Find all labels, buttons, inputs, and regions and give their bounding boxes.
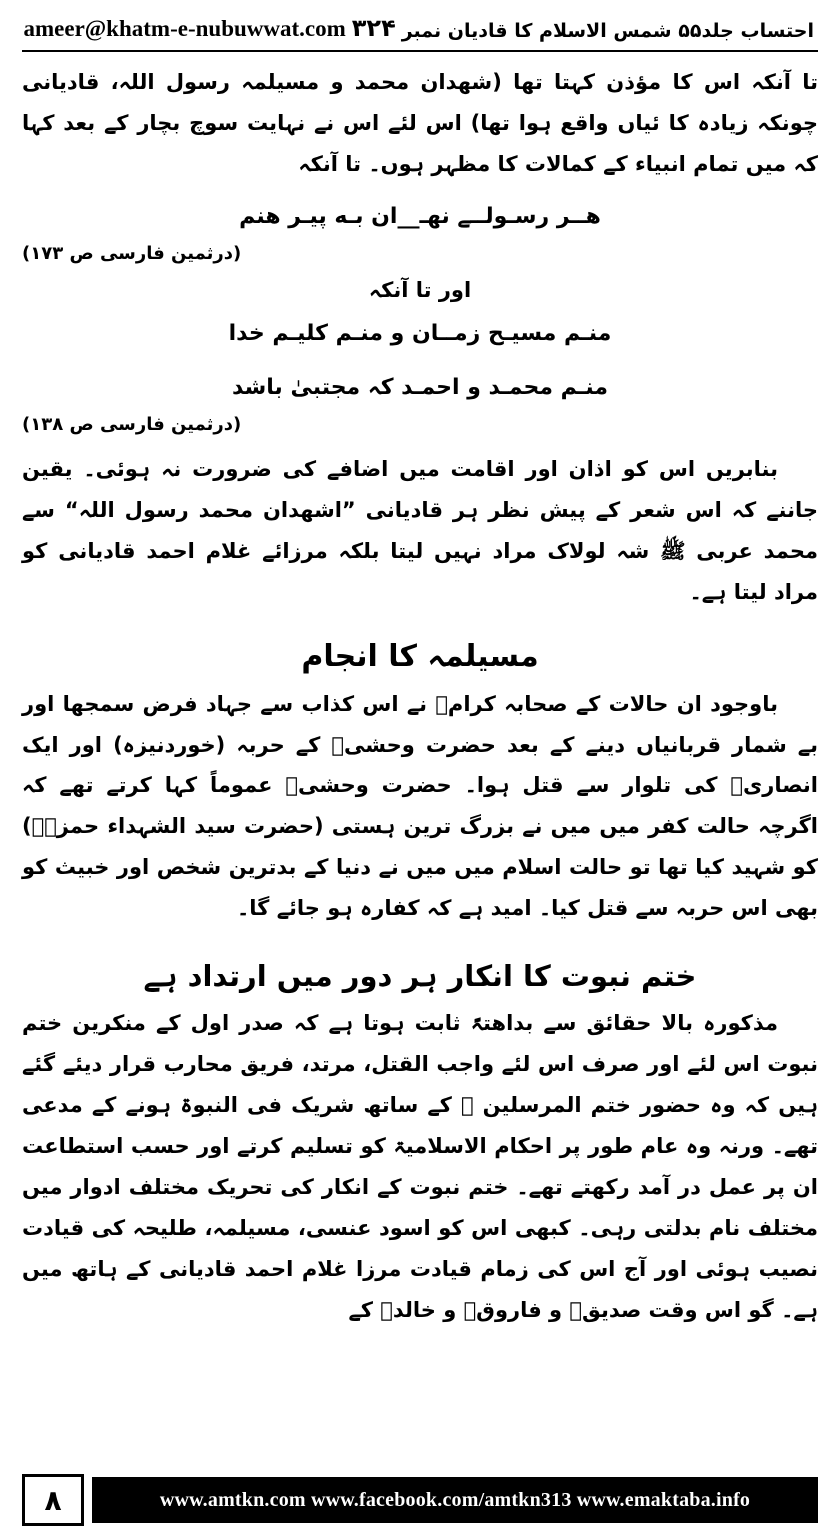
- section-heading-2: ختم نبوت کا انکار ہر دور میں ارتداد ہے: [143, 959, 697, 994]
- header-divider: [22, 50, 818, 52]
- section-heading-1: مسیلمہ کا انجام: [301, 638, 539, 674]
- paragraph-4: مذکورہ بالا حقائق سے بداھتہً ثابت ہوتا ہے کہ صدر اول کے منکرین ختم نبوت اس لئے اور صرف اس لئے واجب القتل، مرتد، فریق محارب قرار دیئے گئے ہیں کہ وہ حضور ختم المرسلین ﷺ کے ساتھ شریک فی النبوۃ ہونے کے مدعی تھے۔ ورنہ وہ عام طور پر احکام الاسلامیۃ کو تسلیم کرتے اور حسب استطاعت ان پر عمل در آمد رکھتے تھے۔ ختم نبوت کے انکار کی تحریک مختلف ادوار میں مختلف نام بدلتی رہی۔ کبھی اس کو اسود عنسی، مسیلمہ، طلیحہ کی قیادت نصیب ہوئی اور آج اس کی زمام قیادت مرزا غلام احمد قادیانی کے ہاتھ میں ہے۔ گو اس وقت صدیقؓ و فاروقؓ و خالدؓ کے: [22, 1011, 818, 1322]
- header-page-number-arabic: ۳۲۴: [351, 14, 396, 42]
- verse-2-line-1: منـم مسیـح زمــان و منـم کلیـم خدا: [228, 320, 612, 346]
- verse-2-line-2: منـم محمـد و احمـد کہ مجتبیٰ باشد: [231, 374, 609, 400]
- reference-2: (درثمین فارسی ص ۱۳۸): [22, 413, 242, 435]
- paragraph-1: تا آنکہ اس کا مؤذن کہتا تھا (شھدان محمد و مسیلمہ رسول اللہ، قادیانی چونکہ زیادہ کا ئیاں واقع ہوا تھا) اس لئے اس نے نہایت سوچ بچار کے بعد کہا کہ میں تمام انبیاء کے کمالات کا مظہر ہوں۔ تا آنکہ: [22, 70, 818, 176]
- connector-line-1: اور تا آنکہ: [368, 277, 472, 302]
- page-content: [22, 62, 818, 1331]
- page-number: ۸: [22, 1474, 84, 1526]
- verse-1: هــر رسـولــے نهـ__ان بـه پيـر هنم: [239, 203, 601, 229]
- footer-links[interactable]: www.amtkn.com www.facebook.com/amtkn313 www.emaktaba.info: [92, 1477, 818, 1523]
- page-header: [22, 0, 818, 46]
- paragraph-3: باوجود ان حالات کے صحابہ کرامؓ نے اس کذاب سے جہاد فرض سمجھا اور بے شمار قربانیاں دینے کے بعد حضرت وحشیؓ کے حربہ (خوردنیزہ) اور ایک انصاریؓ کی تلوار سے قتل ہوا۔ حضرت وحشیؓ عموماً کہا کرتے تھے کہ اگرچہ حالت کفر میں میں نے بزرگ ترین ہستی (حضرت سید الشہداء حمزہؓ) کو شہید کیا تھا تو حالت اسلام میں میں نے دنیا کے بدترین شخص اور خبیث کو بھی اس حربہ سے قتل کیا۔ امید ہے کہ کفارہ ہو جائے گا۔: [22, 691, 818, 921]
- reference-1: (درثمین فارسی ص ۱۷۳): [22, 242, 242, 264]
- header-email: ameer@khatm-e-nubuwwat.com: [23, 16, 346, 41]
- page-footer: [0, 1474, 840, 1526]
- paragraph-2: بنابریں اس کو اذان اور اقامت میں اضافے کی ضرورت نہ ہوئی۔ یقین جاننے کہ اس شعر کے پیش نظر ہر قادیانی ”اشھدان محمد رسول اللہ“ سے محمد عربی ﷺ شہ لولاک مراد نہیں لیتا بلکہ مرزائے غلام احمد قادیانی کو مراد لیتا ہے۔: [22, 456, 818, 604]
- header-title-urdu: احتساب جلد۵۵ شمس الاسلام کا قادیان نمبر: [401, 20, 814, 42]
